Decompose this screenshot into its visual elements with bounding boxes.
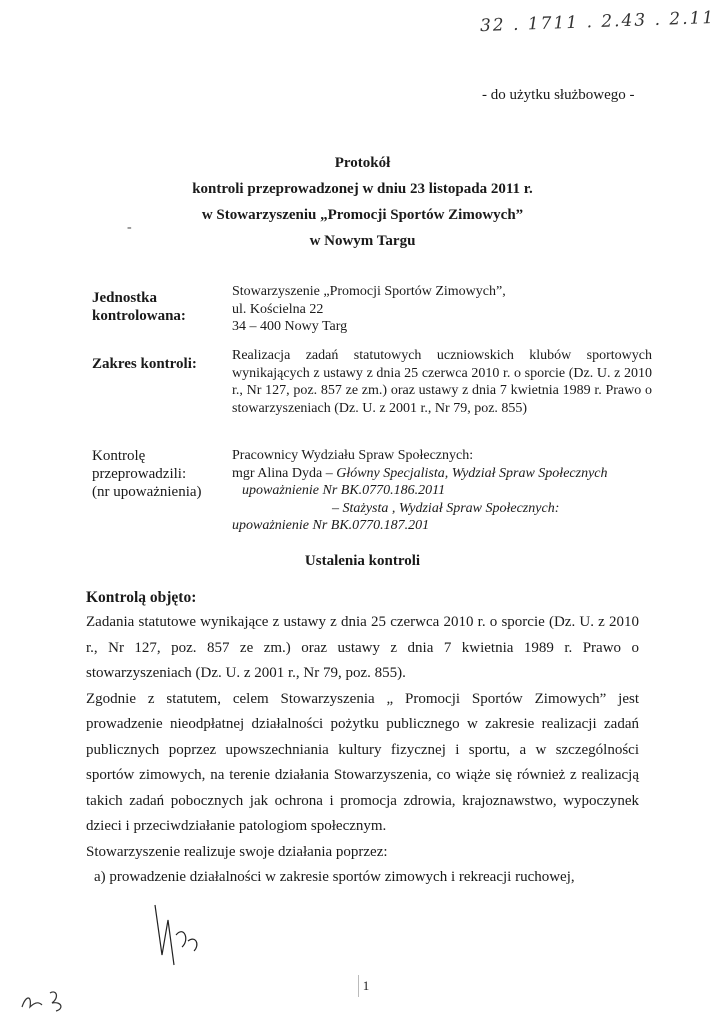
- handwritten-reference-number: 32 . 1711 . 2.43 . 2.11: [479, 7, 716, 37]
- control-scope-label: Zakres kontroli:: [92, 356, 197, 372]
- scope-subheading: Kontrolą objęto:: [86, 589, 197, 606]
- official-use-notice: - do użytku służbowego -: [482, 87, 635, 103]
- controlled-unit-value: Stowarzyszenie „Promocji Sportów Zimowych”, ul. Kościelna 22 34 – 400 Nowy Targ: [232, 284, 506, 334]
- title-line-4: w Nowym Targu: [309, 233, 416, 249]
- page-number: 1: [358, 975, 373, 997]
- title-line-1: Protokół: [334, 155, 391, 171]
- paragraph-2: Zgodnie z statutem, celem Stowarzyszenia „ Promocji Sportów Zimowych” jest prowadzenie nieodpłatnej działalności pożytku publicznego w zakresie realizacji zadań publicznych poprzez upowszechniania kultury fizycznej i sportu, a w szczególności sportów zimowych, na terenie działania Stowarzyszenia, co wiąże się również z realizacją takich zadań pobocznych jak ochrona i promocja zdrowia, krajoznawstwo, wypoczynek dzieci i przeciwdziałanie patologiom społecznym.: [86, 690, 639, 834]
- inspector-1: mgr Alina Dyda – Główny Specjalista, Wydział Spraw Społecznych: [232, 465, 608, 481]
- inspectors-value: Pracownicy Wydziału Spraw Społecznych: mgr Alina Dyda – Główny Specjalista, Wydział Spraw Społecznych upoważnienie Nr BK.0770.186.2011 – Stażysta , Wydział Spraw Społecznych: upoważnienie Nr BK.0770.187.201: [232, 447, 652, 535]
- title-line-3: w Stowarzyszeniu „Promocji Sportów Zimowych”: [201, 207, 524, 223]
- initials-mark: [18, 985, 78, 1015]
- control-scope-value: Realizacja zadań statutowych uczniowskich klubów sportowych wynikających z ustawy z dnia 25 czerwca 2010 r. o sporcie (Dz. U. z 2010 r., Nr 127, poz. 857 ze zm.) oraz ustawy z dnia 7 kwietnia 1989 r. Prawo o stowarzyszeniach (Dz. U. z 2001 r., Nr 79, poz. 855): [232, 348, 652, 416]
- title-line-2: kontroli przeprowadzonej w dniu 23 listopada 2011 r.: [192, 181, 533, 197]
- stray-mark: -: [127, 220, 132, 235]
- findings-heading: Ustalenia kontroli: [304, 553, 421, 569]
- inspector-2: – Stażysta , Wydział Spraw Społecznych:: [332, 500, 560, 516]
- list-item-a: a) prowadzenie działalności w zakresie sportów zimowych i rekreacji ruchowej,: [94, 869, 575, 885]
- controlled-unit-label: Jednostka kontrolowana:: [92, 290, 186, 324]
- paragraph-3: Stowarzyszenie realizuje swoje działania poprzez:: [86, 843, 388, 860]
- signature-mark: [150, 895, 210, 975]
- inspectors-label: Kontrolę przeprowadzili: (nr upoważnienia): [92, 448, 202, 500]
- paragraph-1: Zadania statutowe wynikające z ustawy z dnia 25 czerwca 2010 r. o sporcie (Dz. U. z 2010 r., Nr 127, poz. 857 ze zm.) oraz ustawy z dnia 7 kwietnia 1989 r. Prawo o stowarzyszeniach (Dz. U. z 2001 r., Nr 79, poz. 855).: [86, 614, 639, 681]
- findings-body: [86, 610, 639, 891]
- document-title: [100, 150, 625, 254]
